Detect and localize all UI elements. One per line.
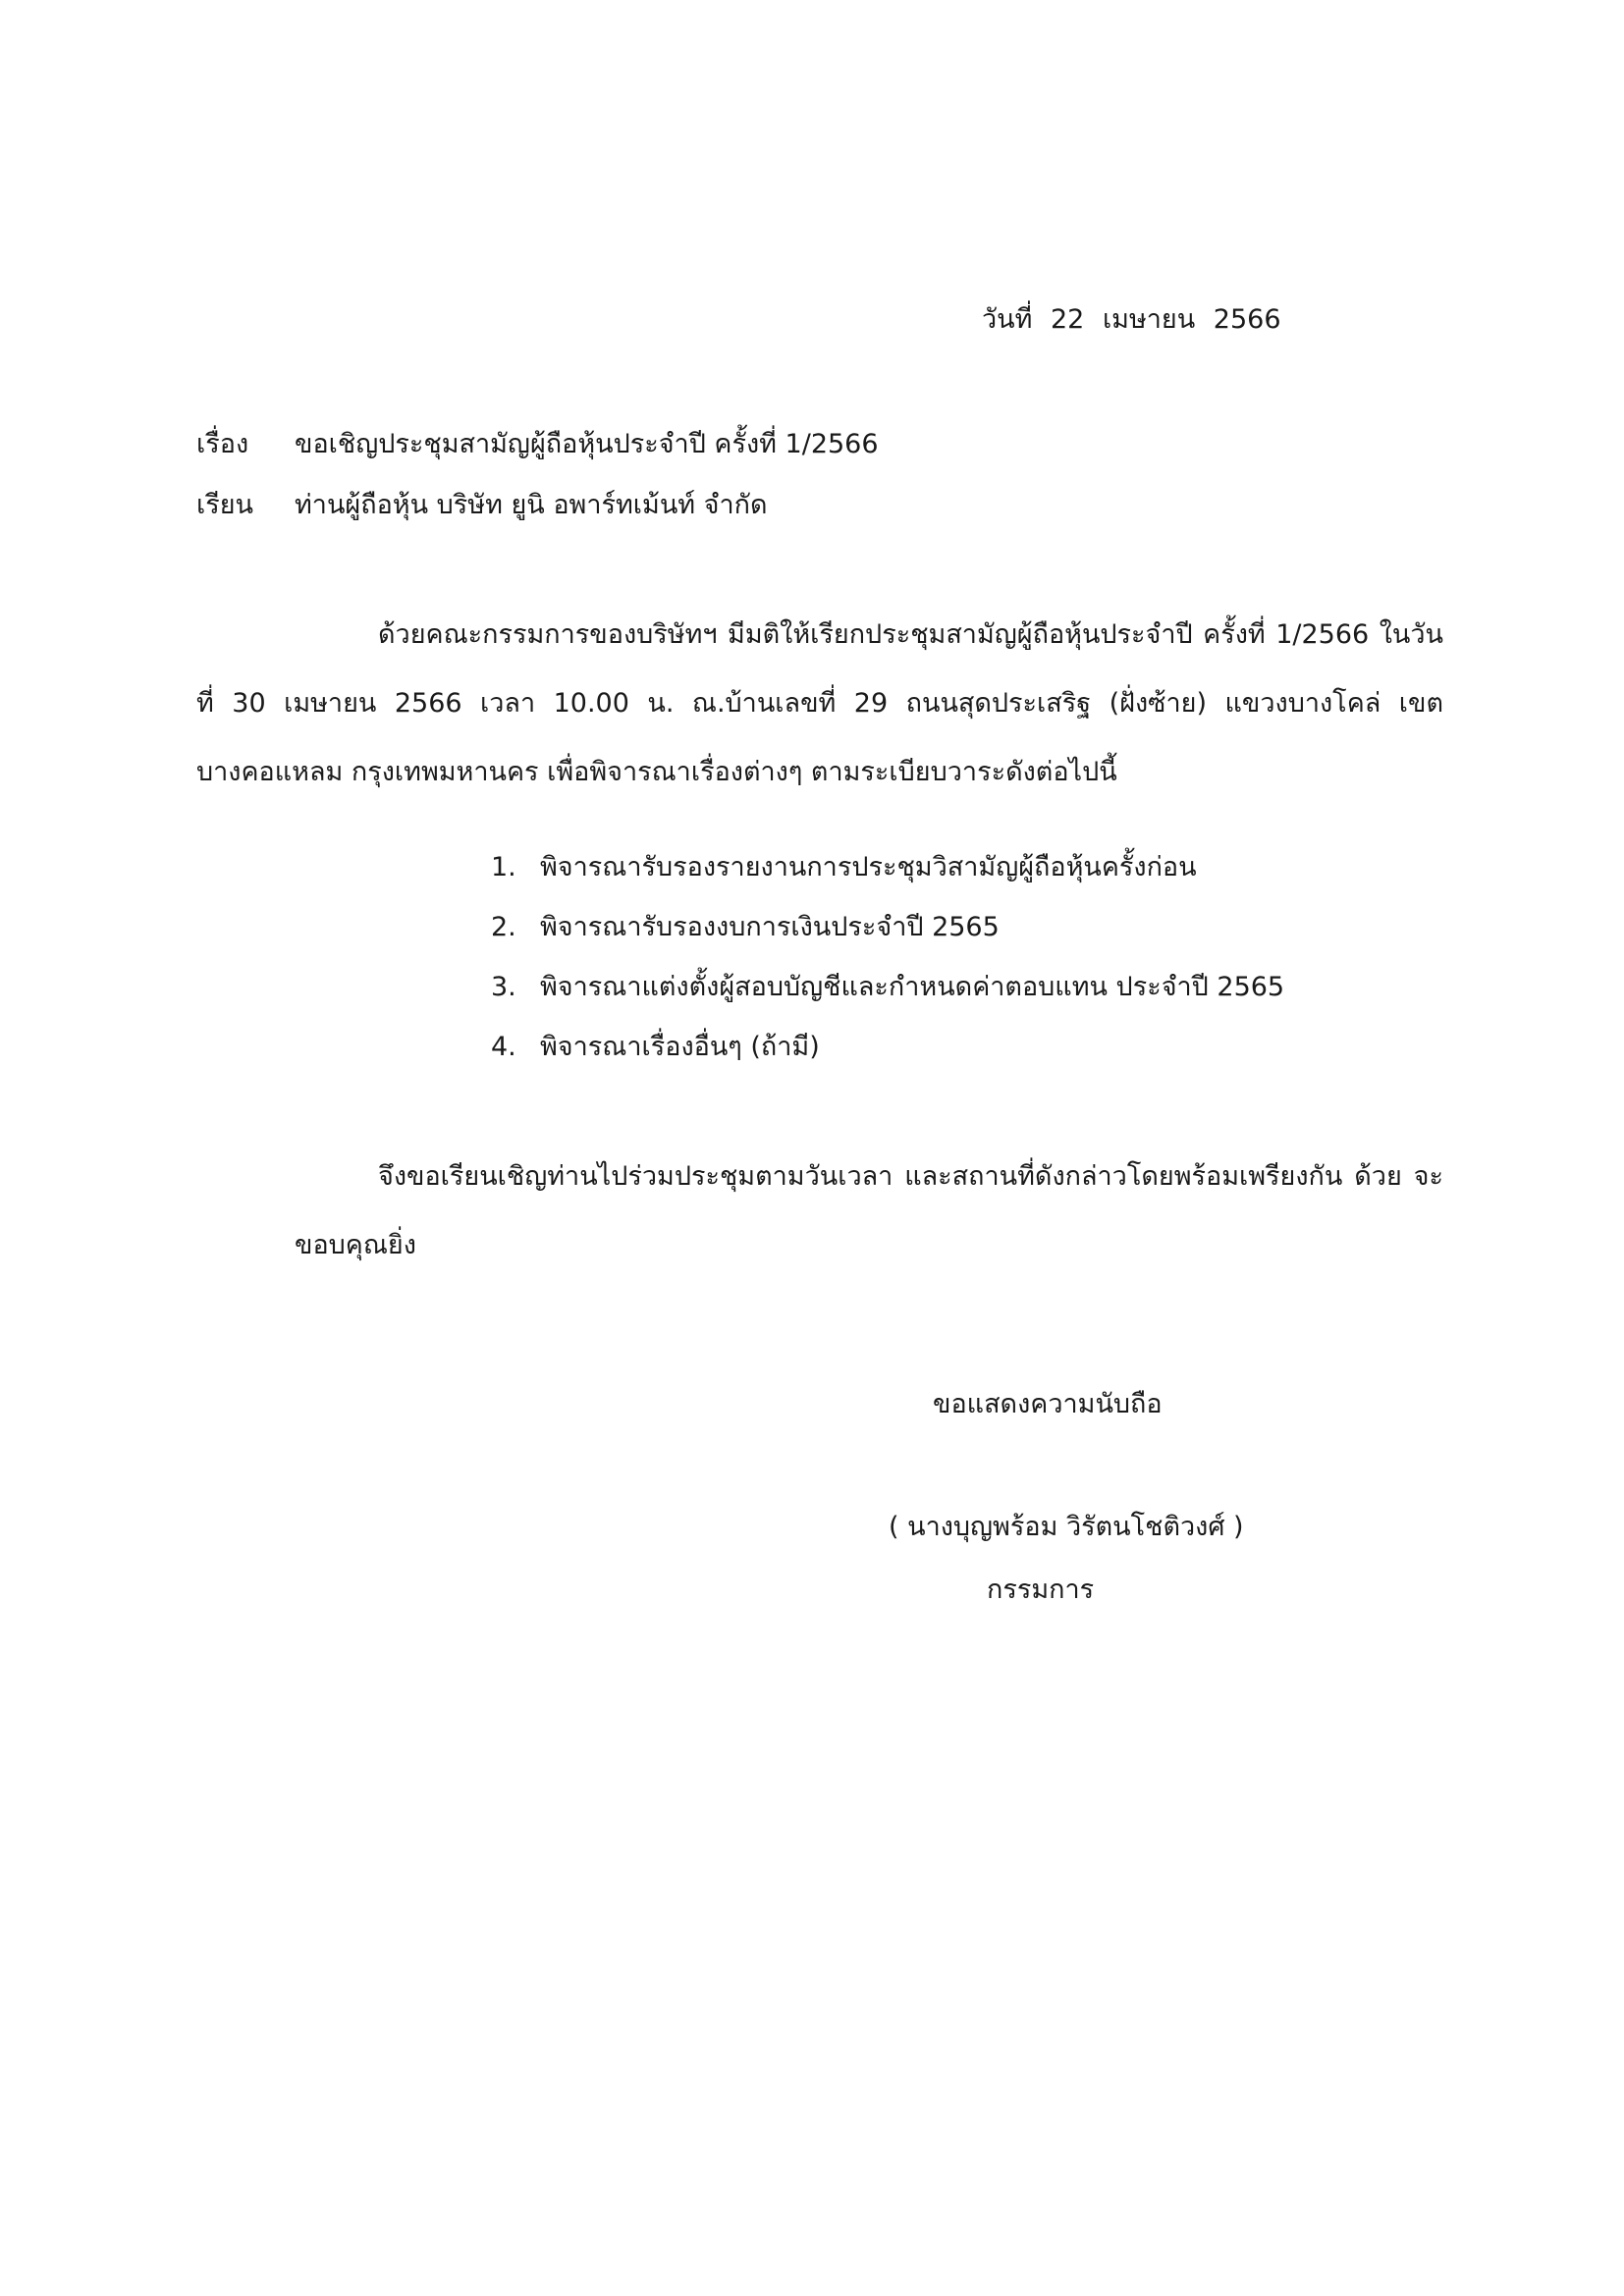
subject-text: ขอเชิญประชุมสามัญผู้ถือหุ้นประจำปี ครั้งที่ 1/2566 [295, 429, 879, 459]
regards-text: ขอแสดงความนับถือ [933, 1389, 1163, 1419]
recipient-text: ท่านผู้ถือหุ้น บริษัท ยูนิ อพาร์ทเม้นท์ จำกัด [295, 490, 768, 520]
agenda-number: 3. [491, 972, 516, 1002]
agenda-text: พิจารณารับรองงบการเงินประจำปี 2565 [540, 912, 1000, 942]
agenda-number: 4. [491, 1032, 516, 1062]
subject-label: เรื่อง [196, 429, 249, 459]
agenda-text: พิจารณารับรองรายงานการประชุมวิสามัญผู้ถือหุ้นครั้งก่อน [540, 852, 1197, 882]
agenda-list [491, 837, 1284, 1077]
agenda-item [491, 1017, 1284, 1077]
agenda-number: 1. [491, 852, 516, 882]
letter-date: วันที่ 22 เมษายน 2566 [982, 304, 1281, 335]
agenda-number: 2. [491, 912, 516, 942]
agenda-item [491, 897, 1284, 957]
recipient-label: เรียน [196, 490, 254, 520]
closing-paragraph: จึงขอเรียนเชิญท่านไปร่วมประชุมตามวันเวลา และสถานที่ดังกล่าวโดยพร้อมเพรียงกัน ด้วย จะขอบคุณยิ่ง [295, 1161, 1443, 1260]
signer-title: กรรมการ [987, 1575, 1095, 1605]
agenda-item [491, 957, 1284, 1017]
agenda-text: พิจารณาแต่งตั้งผู้สอบบัญชีและกำหนดค่าตอบแทน ประจำปี 2565 [540, 972, 1285, 1002]
agenda-item [491, 837, 1284, 897]
agenda-text: พิจารณาเรื่องอื่นๆ (ถ้ามี) [540, 1032, 820, 1062]
body-paragraph: ด้วยคณะกรรมการของบริษัทฯ มีมติให้เรียกประชุมสามัญผู้ถือหุ้นประจำปี ครั้งที่ 1/2566 ในวันที่ 30 เมษายน 2566 เวลา 10.00 น. ณ.บ้านเลขที่ 29 ถนนสุดประเสริฐ (ฝั่งซ้าย) แขวงบางโคล่ เขตบางคอแหลม กรุงเทพมหานคร เพื่อพิจารณาเรื่องต่างๆ ตามระเบียบวาระดังต่อไปนี้ [196, 619, 1443, 787]
signer-name: ( นางบุญพร้อม วิรัตนโชติวงศ์ ) [889, 1512, 1244, 1542]
